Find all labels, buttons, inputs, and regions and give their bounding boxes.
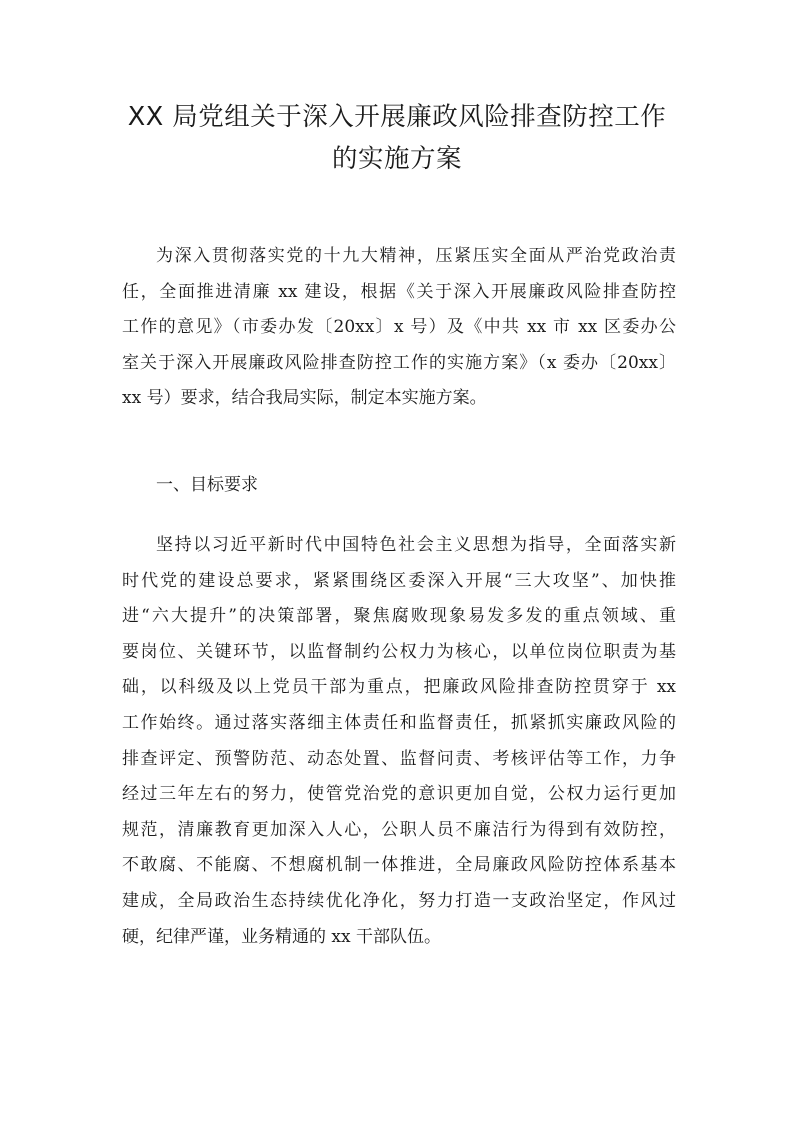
title-line: XX 局党组关于深入开展廉政风险排查防控工作 — [127, 102, 667, 132]
section-paragraph — [122, 528, 676, 955]
paragraph-line: 进“六大提升”的决策部署，聚焦腐败现象易发多发的重点领域、重 — [122, 606, 676, 627]
paragraph-line: xx 号）要求，结合我局实际，制定本实施方案。 — [122, 388, 487, 409]
intro-paragraph — [122, 239, 676, 417]
paragraph-line: 室关于深入开展廉政风险排查防控工作的实施方案》（x 委办〔20xx〕 — [122, 352, 676, 373]
paragraph-line: 建成，全局政治生态持续优化净化，努力打造一支政治坚定，作风过 — [122, 890, 676, 911]
paragraph-line: 规范，清廉教育更加深入人心，公职人员不廉洁行为得到有效防控， — [122, 819, 676, 840]
paragraph-line: 要岗位、关键环节，以监督制约公权力为核心，以单位岗位职责为基 — [122, 641, 676, 662]
paragraph-line: 础，以科级及以上党员干部为重点，把廉政风险排查防控贯穿于 xx — [122, 677, 676, 698]
paragraph-line: 任，全面推进清廉 xx 建设，根据《关于深入开展廉政风险排查防控 — [122, 281, 676, 302]
section-heading-text: 一、目标要求 — [156, 475, 258, 495]
paragraph-line: 时代党的建设总要求，紧紧围绕区委深入开展“三大攻坚”、加快推 — [122, 570, 676, 591]
paragraph-line: 经过三年左右的努力，使管党治党的意识更加自觉，公权力运行更加 — [122, 784, 676, 805]
paragraph-line: 为深入贯彻落实党的十九大精神，压紧压实全面从严治党政治责 — [156, 246, 676, 266]
paragraph-line: 坚持以习近平新时代中国特色社会主义思想为指导，全面落实新 — [156, 535, 676, 555]
document-title — [110, 96, 684, 180]
section-heading — [122, 468, 676, 504]
paragraph-line: 不敢腐、不能腐、不想腐机制一体推进，全局廉政风险防控体系基本 — [122, 855, 676, 876]
title-line: 的实施方案 — [331, 144, 462, 174]
paragraph-line: 排查评定、预警防范、动态处置、监督问责、考核评估等工作，力争 — [122, 748, 676, 769]
paragraph-line: 工作的意见》（市委办发〔20xx〕x 号）及《中共 xx 市 xx 区委办公 — [122, 317, 676, 338]
paragraph-line: 硬，纪律严谨，业务精通的 xx 干部队伍。 — [122, 926, 441, 947]
paragraph-line: 工作始终。通过落实落细主体责任和监督责任，抓紧抓实廉政风险的 — [122, 712, 676, 733]
